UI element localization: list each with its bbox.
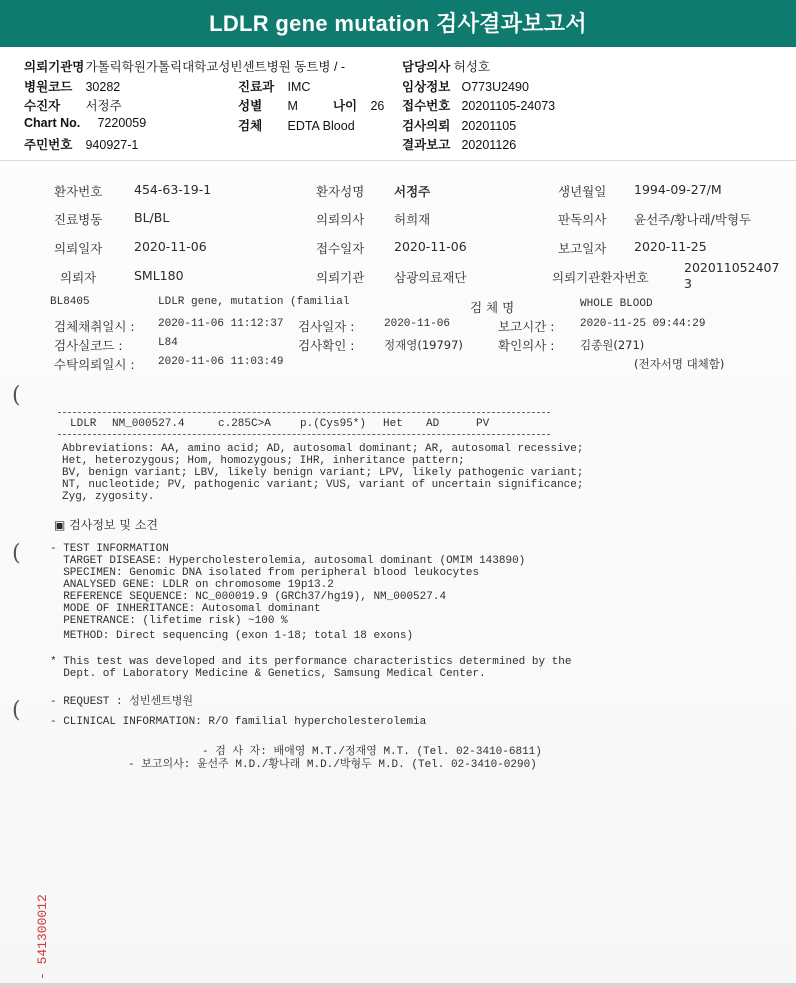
variant-classification: PV [476, 418, 490, 430]
test-info-line: MODE OF INHERITANCE: Autosomal dominant [50, 603, 321, 615]
institution-row [24, 57, 345, 75]
barcode-number [22, 870, 62, 982]
resident-no-label: 주민번호 [24, 138, 73, 152]
collector-value: 서정주 [85, 99, 122, 113]
test-info-line: METHOD: Direct sequencing (exon 1-18; total 18 exons) [50, 630, 414, 642]
exam-date-label: 검사일자 : [298, 319, 355, 334]
patient-name-label: 환자성명 [316, 184, 365, 199]
confirm-label: 검사확인 : [298, 338, 355, 353]
department-row [238, 77, 310, 95]
rcv-date-label: 접수일자 [316, 241, 365, 256]
request-date-row [402, 116, 516, 134]
report-time: 2020-11-25 09:44:29 [580, 318, 706, 330]
specimen-value: EDTA Blood [287, 119, 355, 133]
abbreviations-line: Het, heterozygous; Hom, homozygous; IHR, inheritance pattern; [62, 455, 465, 467]
req-date: 2020-11-06 [134, 239, 207, 254]
test-info-line: ANALYSED GENE: LDLR on chromosome 19p13.2 [50, 579, 334, 591]
chart-no-row [24, 116, 146, 130]
age-value: 26 [370, 99, 385, 113]
ward-label: 진료병동 [54, 212, 103, 227]
collect-label: 검체채취일시 : [54, 319, 135, 334]
signoff-tester: - 검 사 자: 배애영 M.T./정재영 M.T. (Tel. 02-3410-6811) [202, 746, 542, 758]
test-info-line: TARGET DISEASE: Hypercholesterolemia, autosomal dominant (OMIM 143890) [50, 555, 526, 567]
ward: BL/BL [134, 210, 170, 225]
abbreviations-line: BV, benign variant; LBV, likely benign variant; LPV, likely pathogenic variant; [62, 467, 584, 479]
variant-zygosity: Het [383, 418, 403, 430]
confirm-doc-label: 확인의사 : [498, 338, 555, 353]
reader: 윤선주/황나래/박형두 [634, 212, 752, 227]
requester-label: 의뢰자 [60, 270, 97, 285]
variant-protein: p.(Cys95*) [300, 418, 367, 430]
punch-hole-mark: ( [12, 383, 21, 408]
abbreviations-line: Abbreviations: AA, amino acid; AD, autosomal dominant; AR, autosomal recessive; [62, 443, 584, 455]
clinical-info-label: 임상정보 [402, 80, 451, 94]
req-date-label: 의뢰일자 [54, 241, 103, 256]
inst-pt-number: 202011052407 [684, 260, 780, 275]
test-name: LDLR gene, mutation (familial [158, 296, 350, 308]
exam-date: 2020-11-06 [384, 318, 451, 330]
sex-value: M [287, 99, 298, 113]
punch-hole-mark: ( [12, 698, 21, 723]
inst: 삼광의료재단 [394, 270, 467, 285]
institution-value: 가톨릭학원가톨릭대학교성빈센트병원 [85, 60, 291, 74]
disclaimer-line: Dept. of Laboratory Medicine & Genetics, Samsung Medical Center. [50, 668, 486, 680]
receipt-label: 접수번호 [402, 99, 451, 113]
consign-time: 2020-11-06 11:03:49 [158, 356, 284, 368]
test-specimen: WHOLE BLOOD [580, 298, 653, 310]
dob-label: 생년월일 [558, 184, 607, 199]
specimen-row [238, 116, 355, 134]
patient-id-label: 환자번호 [54, 184, 103, 199]
ward-value: 동트병 / - [294, 60, 346, 74]
abbreviations-line: NT, nucleotide; PV, pathogenic variant; VUS, variant of uncertain significance; [62, 479, 584, 491]
collector-row [24, 96, 122, 114]
chart-no-value: 7220059 [97, 116, 147, 130]
patient-name: 서정주 [394, 184, 431, 199]
age-label: 나이 [332, 99, 358, 113]
department-value: IMC [287, 80, 311, 94]
test-info-line: PENETRANCE: (lifetime risk) ~100 % [50, 615, 288, 627]
esign-note: (전자서명 대체함) [634, 357, 725, 371]
lab-code: L84 [158, 337, 178, 349]
request-date-value: 20201105 [461, 119, 517, 133]
report-title: LDLR gene mutation 검사결과보고서 [0, 0, 796, 47]
dob: 1994-09-27/M [634, 182, 722, 197]
report-time-label: 보고시간 : [498, 319, 555, 334]
reader-label: 판독의사 [558, 212, 607, 227]
test-code: BL8405 [50, 296, 90, 308]
variant-cdna: c.285C>A [218, 418, 271, 430]
resident-no-row [24, 135, 138, 153]
table-top-rule [58, 412, 550, 413]
chart-no-label: Chart No. [24, 116, 81, 130]
collector-label: 수진자 [24, 99, 61, 113]
requester: SML180 [134, 268, 184, 283]
receipt-row [402, 96, 555, 114]
collect-time: 2020-11-06 11:12:37 [158, 318, 284, 330]
receipt-value: 20201105-24073 [461, 99, 556, 113]
rep-date-label: 보고일자 [558, 241, 607, 256]
referring: 허희재 [394, 212, 431, 227]
doctor-row [402, 57, 490, 75]
variant-gene: LDLR [70, 418, 97, 430]
resident-no-value: 940927-1 [85, 138, 139, 152]
doctor-value: 허성호 [453, 60, 491, 74]
patient-id: 454-63-19-1 [134, 182, 212, 197]
inst-pt-number-cont: 3 [684, 276, 692, 291]
inst-label: 의뢰기관 [316, 270, 365, 285]
test-specimen-label: 검 체 명 [470, 300, 515, 315]
clinical-line: - CLINICAL INFORMATION: R/O familial hypercholesterolemia [50, 716, 427, 728]
request-date-label: 검사의뢰 [402, 119, 451, 133]
hospital-code-row [24, 77, 120, 95]
confirm-doc: 김종원(271) [580, 338, 645, 352]
referring-label: 의뢰의사 [316, 212, 365, 227]
test-info-line: REFERENCE SEQUENCE: NC_000019.9 (GRCh37/hg19), NM_000527.4 [50, 591, 447, 603]
report-date-label: 결과보고 [402, 138, 451, 152]
hospital-code-label: 병원코드 [24, 80, 73, 94]
barcode-text: - 541300012 [35, 894, 50, 980]
test-info-line: SPECIMEN: Genomic DNA isolated from peripheral blood leukocytes [50, 567, 480, 579]
doctor-label: 담당의사 [402, 60, 451, 74]
abbreviations-line: Zyg, zygosity. [62, 491, 155, 503]
sex-label: 성별 [238, 99, 263, 113]
sex-row [238, 96, 384, 114]
header-divider [0, 160, 796, 161]
variant-inheritance: AD [426, 418, 440, 430]
confirm: 정재영(19797) [384, 338, 463, 352]
inst-pt-label: 의뢰기관환자번호 [552, 270, 649, 285]
consign-label: 수탁의뢰일시 : [54, 357, 135, 372]
test-info-line: - TEST INFORMATION [50, 543, 169, 555]
request-line: - REQUEST : 성빈센트병원 [50, 696, 193, 708]
report-date-row [402, 135, 516, 153]
disclaimer-line: * This test was developed and its performance characteristics determined by the [50, 656, 572, 668]
clinical-info-row [402, 77, 529, 95]
signoff-doctor: - 보고의사: 윤선주 M.D./황나래 M.D./박형두 M.D. (Tel. 02-3410-0290) [128, 759, 537, 771]
hospital-code-value: 30282 [85, 80, 121, 94]
punch-hole-mark: ( [12, 541, 21, 566]
institution-label: 의뢰기관명 [24, 60, 85, 74]
clinical-info-value: O773U2490 [461, 80, 529, 94]
report-date-value: 20201126 [461, 138, 517, 152]
rep-date: 2020-11-25 [634, 239, 707, 254]
variant-transcript: NM_000527.4 [112, 418, 185, 430]
specimen-label: 검체 [238, 119, 263, 133]
section-title: ▣ 검사정보 및 소견 [54, 518, 158, 532]
rcv-date: 2020-11-06 [394, 239, 467, 254]
lab-code-label: 검사실코드 : [54, 338, 123, 353]
table-bottom-rule [58, 434, 550, 435]
department-label: 진료과 [238, 80, 275, 94]
